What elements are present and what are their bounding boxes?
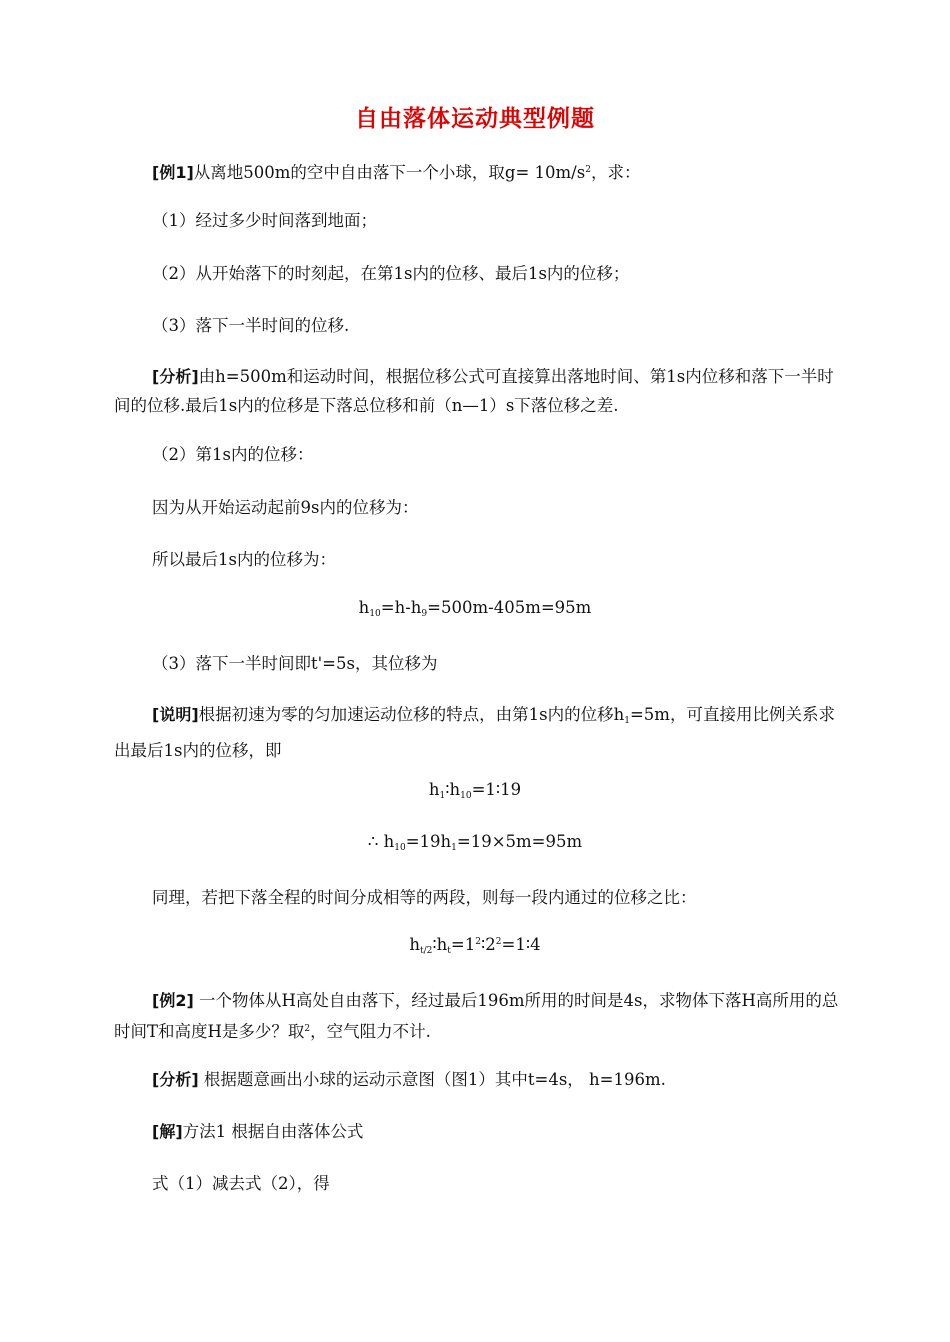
example-2-statement: [例2] 一个物体从H高处自由落下，经过最后196m所用的时间是4s，求物体下落H高所用的总时间T和高度H是多少？取$^2$，空气阻力不计. xyxy=(114,991,839,1041)
equation-h10: $h_{10}=h-h_9=500m-405m=95m$ xyxy=(358,598,592,619)
document-title: 自由落体运动典型例题 xyxy=(355,106,595,132)
question-2: （2）从开始落下的时刻起，在第1s内的位移、最后1s内的位移； xyxy=(152,264,630,283)
equation-half-ratio: $h_{t/2}∶h_t=1^2∶2^2=1∶4$ xyxy=(409,935,541,956)
last-1s-text: 所以最后1s内的位移为： xyxy=(152,550,336,569)
question-1: （1）经过多少时间落到地面； xyxy=(152,211,377,230)
analysis-2-label: [分析] xyxy=(152,1070,199,1089)
analysis-1: [分析]由h=500m和运动时间，根据位移公式可直接算出落地时间、第1s内位移和落下一半时间的位移.最后1s内的位移是下落总位移和前（n—1）s下落位移之差. xyxy=(114,367,834,415)
solution-heading: [解]方法1 根据自由落体公式 xyxy=(152,1122,364,1141)
first-9s-text: 因为从开始运动起前9s内的位移为： xyxy=(152,498,419,517)
similarly-text: 同理，若把下落全程的时间分成相等的两段，则每一段内通过的位移之比： xyxy=(152,888,697,907)
analysis-label: [分析] xyxy=(152,367,199,386)
note-paragraph: [说明]根据初速为零的匀加速运动位移的特点，由第1s内的位移$h_1=5m$，可直接用比例关系求出最后1s内的位移，即 xyxy=(114,705,835,760)
subtract-text: 式（1）减去式（2），得 xyxy=(152,1174,330,1193)
equation-therefore: ∴ $h_{10}=19h_1=19\times 5m=95m$ xyxy=(367,832,583,853)
example-2-label: [例2] xyxy=(152,991,194,1010)
example-1-label: [例1] xyxy=(152,163,194,182)
step-2-heading: （2）第1s内的位移： xyxy=(152,445,314,464)
example-1-statement: [例1]从离地500m的空中自由落下一个小球，取$g= 10m/s^2$，求： xyxy=(152,163,641,182)
step-3-heading: （3）落下一半时间即t'=5s，其位移为 xyxy=(152,654,438,673)
analysis-2: [分析] 根据题意画出小球的运动示意图（图1）其中t=4s， h=196m. xyxy=(152,1070,666,1089)
solution-label: [解] xyxy=(152,1122,183,1141)
note-label: [说明] xyxy=(152,705,199,724)
question-3: （3）落下一半时间的位移. xyxy=(152,316,350,335)
equation-ratio: $h_1∶h_{10}=1∶19$ xyxy=(428,780,522,801)
